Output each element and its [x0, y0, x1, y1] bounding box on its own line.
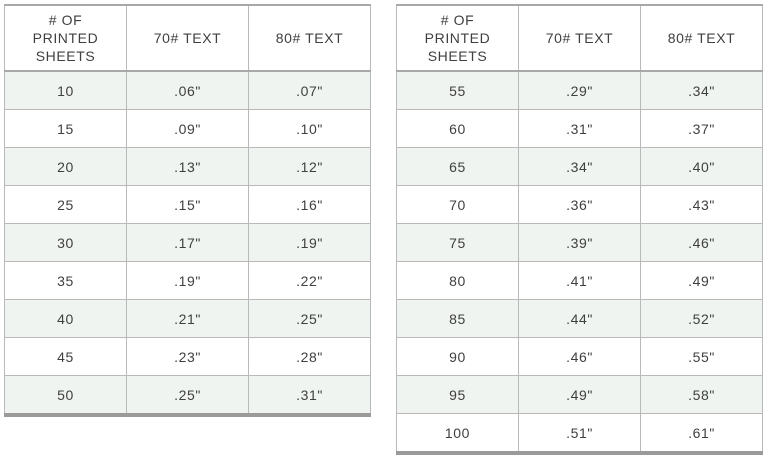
sheets-cell: 55: [397, 71, 519, 110]
text80-cell: .55": [641, 338, 763, 376]
text80-cell: .31": [249, 376, 371, 416]
table-row: [397, 148, 763, 186]
sheets-cell: 65: [397, 148, 519, 186]
table-row: [397, 186, 763, 224]
table-row: [5, 338, 371, 376]
paper-thickness-table-left: [4, 4, 371, 417]
text80-cell: .40": [641, 148, 763, 186]
header-sheets: # OF PRINTED SHEETS: [397, 5, 519, 71]
sheets-cell: 15: [5, 110, 127, 148]
table-row: [5, 186, 371, 224]
sheets-cell: 25: [5, 186, 127, 224]
text80-cell: .49": [641, 262, 763, 300]
table-body: [5, 71, 371, 415]
table-row: [5, 262, 371, 300]
text70-cell: .44": [519, 300, 641, 338]
table-row: [5, 376, 371, 416]
header-70-text: 70# TEXT: [127, 5, 249, 71]
sheets-cell: 60: [397, 110, 519, 148]
text80-cell: .10": [249, 110, 371, 148]
text80-cell: .19": [249, 224, 371, 262]
text70-cell: .36": [519, 186, 641, 224]
sheets-cell: 100: [397, 414, 519, 454]
table-row: [5, 148, 371, 186]
table-row: [397, 300, 763, 338]
header-80-text: 80# TEXT: [249, 5, 371, 71]
text70-cell: .49": [519, 376, 641, 414]
text80-cell: .37": [641, 110, 763, 148]
sheets-cell: 70: [397, 186, 519, 224]
table-row: [397, 376, 763, 414]
text70-cell: .51": [519, 414, 641, 454]
text70-cell: .21": [127, 300, 249, 338]
text80-cell: .46": [641, 224, 763, 262]
text80-cell: .52": [641, 300, 763, 338]
sheets-cell: 45: [5, 338, 127, 376]
text80-cell: .61": [641, 414, 763, 454]
text80-cell: .07": [249, 71, 371, 110]
text80-cell: .25": [249, 300, 371, 338]
text80-cell: .12": [249, 148, 371, 186]
text80-cell: .43": [641, 186, 763, 224]
text70-cell: .46": [519, 338, 641, 376]
text70-cell: .19": [127, 262, 249, 300]
text70-cell: .23": [127, 338, 249, 376]
sheets-cell: 30: [5, 224, 127, 262]
table-row: [397, 338, 763, 376]
paper-thickness-table-right: [396, 4, 763, 455]
table-row: [5, 110, 371, 148]
text70-cell: .41": [519, 262, 641, 300]
sheets-cell: 80: [397, 262, 519, 300]
text80-cell: .22": [249, 262, 371, 300]
header-70-text: 70# TEXT: [519, 5, 641, 71]
table-row: [397, 414, 763, 454]
text70-cell: .09": [127, 110, 249, 148]
text80-cell: .34": [641, 71, 763, 110]
sheets-cell: 10: [5, 71, 127, 110]
text70-cell: .25": [127, 376, 249, 416]
sheets-cell: 85: [397, 300, 519, 338]
text70-cell: .15": [127, 186, 249, 224]
table-body: [397, 71, 763, 453]
sheets-cell: 95: [397, 376, 519, 414]
sheets-cell: 50: [5, 376, 127, 416]
text80-cell: .58": [641, 376, 763, 414]
table-row: [5, 224, 371, 262]
text70-cell: .34": [519, 148, 641, 186]
text80-cell: .16": [249, 186, 371, 224]
header-row: [397, 5, 763, 71]
table-row: [397, 71, 763, 110]
text70-cell: .13": [127, 148, 249, 186]
text70-cell: .29": [519, 71, 641, 110]
table-row: [397, 262, 763, 300]
header-sheets: # OF PRINTED SHEETS: [5, 5, 127, 71]
text70-cell: .17": [127, 224, 249, 262]
sheets-cell: 20: [5, 148, 127, 186]
header-row: [5, 5, 371, 71]
table-row: [397, 110, 763, 148]
table-row: [5, 71, 371, 110]
sheets-cell: 35: [5, 262, 127, 300]
header-80-text: 80# TEXT: [641, 5, 763, 71]
sheets-cell: 40: [5, 300, 127, 338]
sheets-cell: 75: [397, 224, 519, 262]
text70-cell: .31": [519, 110, 641, 148]
text70-cell: .39": [519, 224, 641, 262]
table-row: [5, 300, 371, 338]
sheets-cell: 90: [397, 338, 519, 376]
text70-cell: .06": [127, 71, 249, 110]
text80-cell: .28": [249, 338, 371, 376]
table-row: [397, 224, 763, 262]
